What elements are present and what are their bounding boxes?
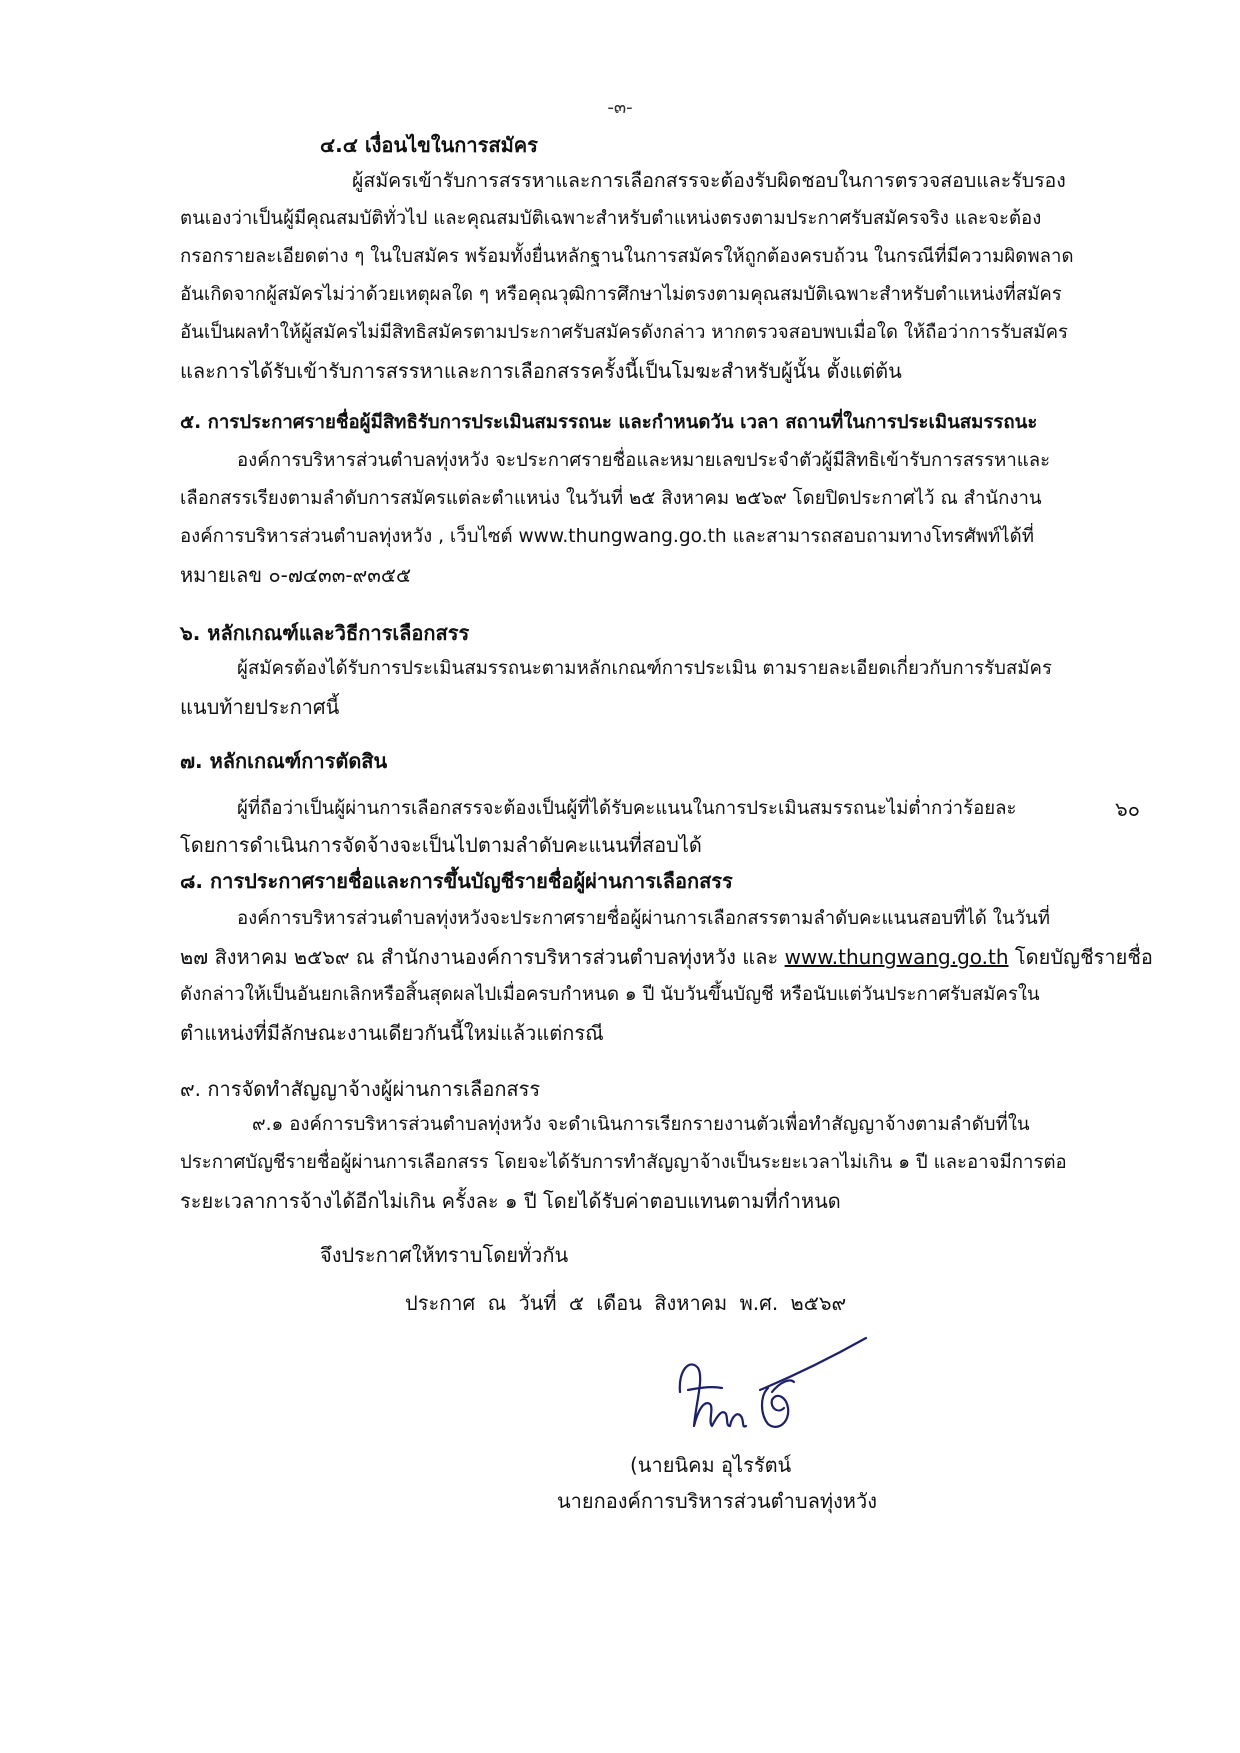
section-9-heading: ๙. การจัดทำสัญญาจ้างผู้ผ่านการเลือกสรร [180,1077,541,1101]
section-4-4-heading: ๔.๔ เงื่อนไขในการสมัคร [320,133,538,157]
section-9-line: ระยะเวลาการจ้างได้อีกไม่เกิน ครั้งละ ๑ ปี โดยได้รับค่าตอบแทนตามที่กำหนด [180,1189,841,1213]
section-5-line: เลือกสรรเรียงตามลำดับการสมัครแต่ละตำแหน่ง ในวันที่ ๒๕ สิงหาคม ๒๕๖๙ โดยปิดประกาศไว้ ณ สำนักงาน [180,488,1042,509]
section-5-line: องค์การบริหารส่วนตำบลทุ่งหวัง จะประกาศรายชื่อและหมายเลขประจำตัวผู้มีสิทธิเข้ารับการสรรหาและ [237,450,1051,471]
section-8-line: ตำแหน่งที่มีลักษณะงานเดียวกันนี้ใหม่แล้วแต่กรณี [180,1021,604,1045]
announcement-date: ประกาศ ณ วันที่ ๕ เดือน สิงหาคม พ.ศ. ๒๕๖๙ [405,1291,847,1315]
signatory-title: นายกองค์การบริหารส่วนตำบลทุ่งหวัง [557,1489,877,1513]
section-9-line: ประกาศบัญชีรายชื่อผู้ผ่านการเลือกสรร โดยจะได้รับการทำสัญญาจ้างเป็นระยะเวลาไม่เกิน ๑ ปี และอาจมีการต่อ [180,1152,1067,1173]
section-8-line [180,944,1153,970]
section-4-4-line: อันเป็นผลทำให้ผู้สมัครไม่มีสิทธิสมัครตามประกาศรับสมัครดังกล่าว หากตรวจสอบพบเมื่อใด ให้ถือว่าการรับสมัคร [180,322,1069,343]
section-4-4-line: ผู้สมัครเข้ารับการสรรหาและการเลือกสรรจะต้องรับผิดชอบในการตรวจสอบและรับรอง [352,169,1066,192]
section-4-4-line: และการได้รับเข้ารับการสรรหาและการเลือกสรรครั้งนี้เป็นโมฆะสำหรับผู้นั้น ตั้งแต่ต้น [180,359,902,383]
page-number: -๓- [607,97,633,118]
section-5-line: หมายเลข ๐-๗๔๓๓-๙๓๕๕ [180,563,412,587]
section-7-line: โดยการดำเนินการจัดจ้างจะเป็นไปตามลำดับคะแนนที่สอบได้ [180,833,702,857]
section-8-heading: ๘. การประกาศรายชื่อและการขึ้นบัญชีรายชื่อผู้ผ่านการเลือกสรร [180,869,733,893]
closing-announcement: จึงประกาศให้ทราบโดยทั่วกัน [320,1243,569,1267]
website-link[interactable]: www.thungwang.go.th [784,945,1009,969]
section-7-heading: ๗. หลักเกณฑ์การตัดสิน [180,749,388,773]
section-4-4-line: อันเกิดจากผู้สมัครไม่ว่าด้วยเหตุผลใด ๆ หรือคุณวุฒิการศึกษาไม่ตรงตามคุณสมบัติเฉพาะสำหรับตำแหน่งที่สมัคร [180,284,1062,305]
section-4-4-line: กรอกรายละเอียดต่าง ๆ ในใบสมัคร พร้อมทั้งยื่นหลักฐานในการสมัครให้ถูกต้องครบถ้วน ในกรณีที่มีความผิดพลาด [180,246,1074,267]
section-7-line: ผู้ที่ถือว่าเป็นผู้ผ่านการเลือกสรรจะต้องเป็นผู้ที่ได้รับคะแนนในการประเมินสมรรถนะไม่ต่ำกว่าร้อยละ [237,798,1017,819]
section-4-4-line: ตนเองว่าเป็นผู้มีคุณสมบัติทั่วไป และคุณสมบัติเฉพาะสำหรับตำแหน่งตรงตามประกาศรับสมัครจริง และจะต้อง [180,208,1042,229]
section-8-line2-text: โดยบัญชีรายชื่อ [1014,945,1153,969]
section-5-line: องค์การบริหารส่วนตำบลทุ่งหวัง , เว็บไซต์ www.thungwang.go.th และสามารถสอบถามทางโทรศัพท์ได้ที่ [180,526,1034,547]
signatory-name: (นายนิคม อุไรรัตน์ [630,1453,792,1477]
section-8-line: องค์การบริหารส่วนตำบลทุ่งหวังจะประกาศรายชื่อผู้ผ่านการเลือกสรรตามลำดับคะแนนสอบที่ได้ ในวันที่ [237,908,1050,929]
signature-image [668,1330,868,1450]
section-5-heading: ๕. การประกาศรายชื่อผู้มีสิทธิรับการประเมินสมรรถนะ และกำหนดวัน เวลา สถานที่ในการประเมินสมรรถนะ [180,412,1038,433]
section-6-heading: ๖. หลักเกณฑ์และวิธีการเลือกสรร [180,621,470,645]
section-8-line: ดังกล่าวให้เป็นอันยกเลิกหรือสิ้นสุดผลไปเมื่อครบกำหนด ๑ ปี นับวันขึ้นบัญชี หรือนับแต่วันประกาศรับสมัครใน [180,984,1040,1005]
section-6-line: แนบท้ายประกาศนี้ [180,695,340,719]
section-9-line: ๙.๑ องค์การบริหารส่วนตำบลทุ่งหวัง จะดำเนินการเรียกรายงานตัวเพื่อทำสัญญาจ้างตามลำดับที่ใน [252,1114,1030,1135]
section-8-line2-text: ๒๗ สิงหาคม ๒๕๖๙ ณ สำนักงานองค์การบริหารส่วนตำบลทุ่งหวัง และ [180,945,779,969]
section-6-line: ผู้สมัครต้องได้รับการประเมินสมรรถนะตามหลักเกณฑ์การประเมิน ตามรายละเอียดเกี่ยวกับการรับสมัคร [237,658,1052,679]
section-7-percent-value: ๖๐ [1115,797,1140,821]
